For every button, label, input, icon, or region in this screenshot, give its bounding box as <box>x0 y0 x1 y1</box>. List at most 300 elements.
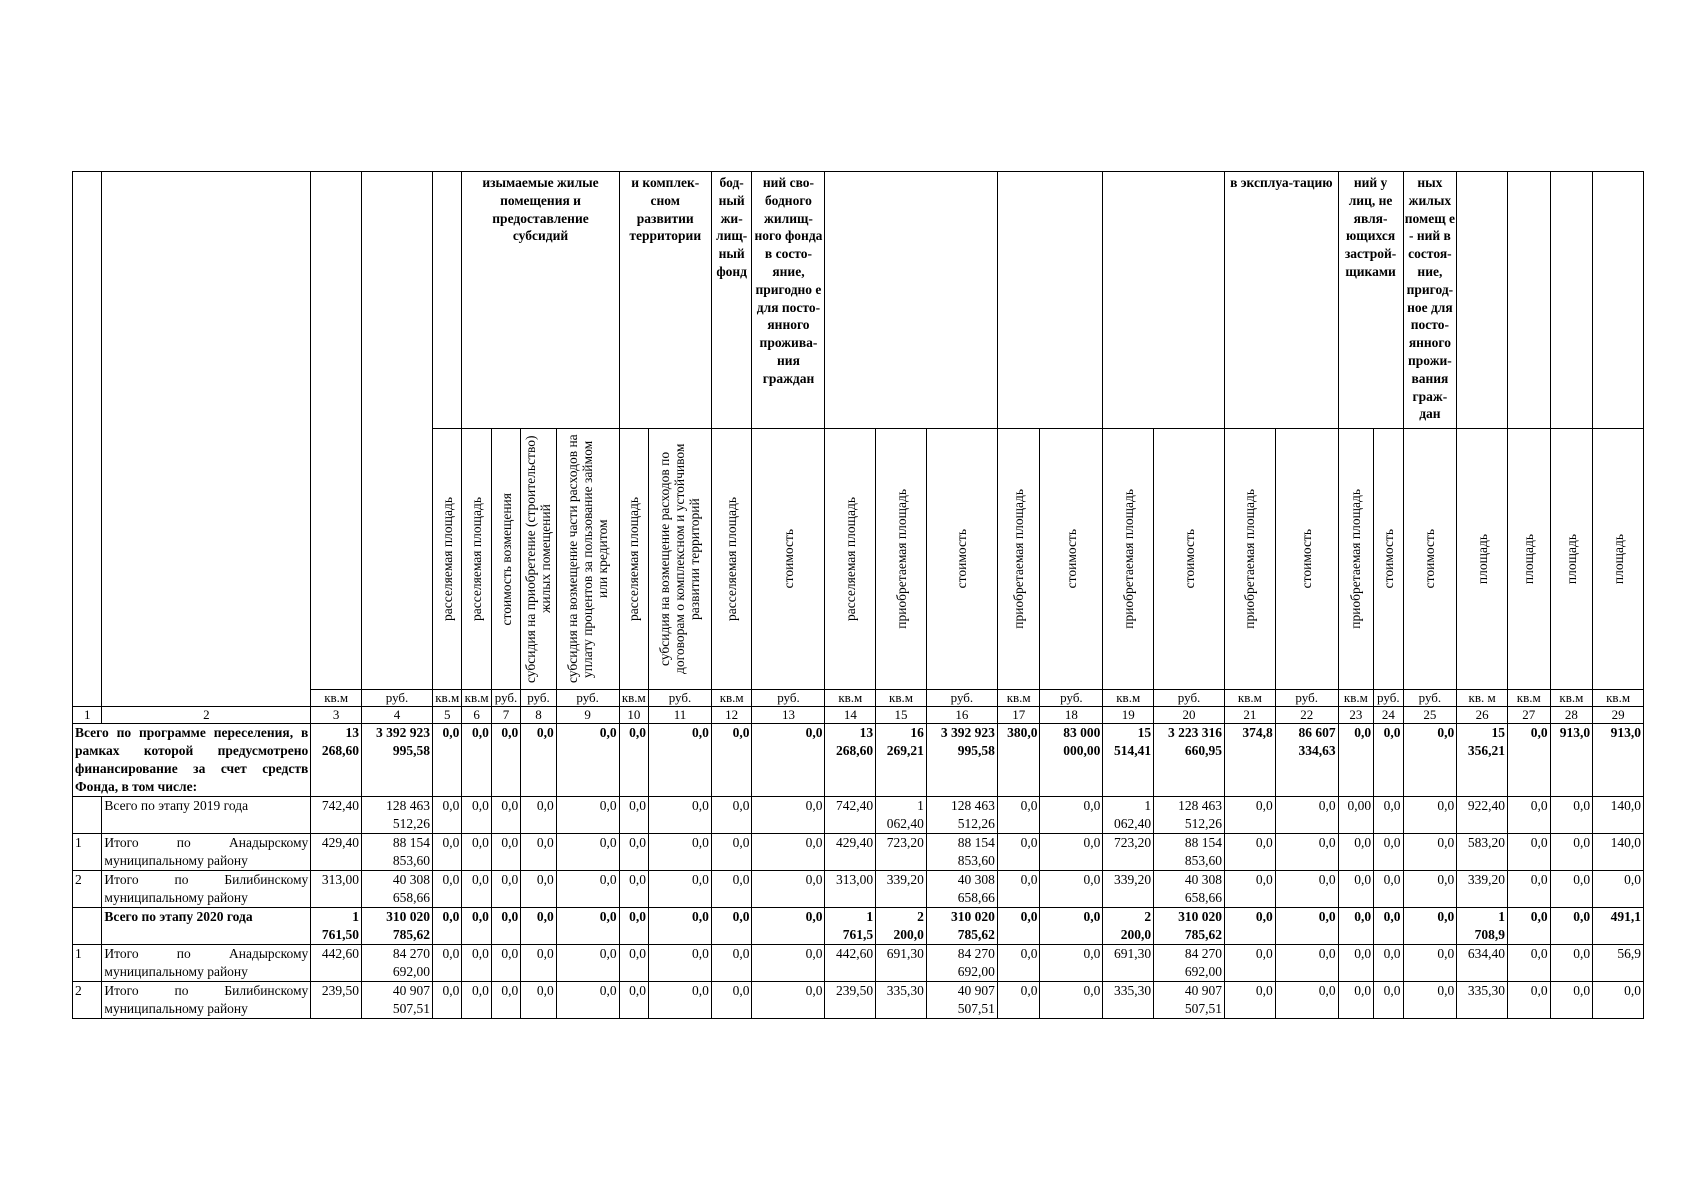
value-cell: 0,0 <box>1403 982 1457 1019</box>
header-cell-empty <box>1103 172 1225 429</box>
group-header-free-housing: бод-ный жи-лищ-ный фонд <box>711 172 752 429</box>
column-number-cell: 29 <box>1593 707 1644 724</box>
value-cell: 339,20 <box>876 871 927 908</box>
value-cell: 0,0 <box>711 945 752 982</box>
unit-cell: кв.м <box>1103 690 1154 707</box>
subheader-col-14: расселяемая площадь <box>825 429 876 690</box>
value-cell: 239,50 <box>825 982 876 1019</box>
unit-cell: руб. <box>362 690 433 707</box>
value-cell: 0,0 <box>1338 724 1373 797</box>
value-cell: 0,0 <box>433 945 462 982</box>
subheader-col-18: стоимость <box>1040 429 1103 690</box>
value-cell: 0,0 <box>1550 982 1593 1019</box>
subheader-col-6: расселяемая площадь <box>462 429 491 690</box>
value-cell: 0,0 <box>1374 945 1403 982</box>
value-cell: 0,0 <box>649 724 712 797</box>
value-cell: 0,0 <box>1374 908 1403 945</box>
value-cell: 335,30 <box>876 982 927 1019</box>
value-cell: 86 607 334,63 <box>1275 724 1338 797</box>
value-cell: 0,0 <box>1275 871 1338 908</box>
unit-cell: кв.м <box>1593 690 1644 707</box>
value-cell: 0,0 <box>491 871 520 908</box>
table-row <box>73 724 1644 797</box>
value-cell: 0,0 <box>462 797 491 834</box>
table-row <box>73 908 1644 945</box>
value-cell: 40 308 658,66 <box>926 871 997 908</box>
group-header-row <box>73 172 1644 429</box>
value-cell: 13 268,60 <box>311 724 362 797</box>
group-header-premises-condition: ных жилых помещ е - ний в состоя-ние, пригод-ное для посто-янного прожи-вания граж-дан <box>1403 172 1457 429</box>
subheader-col-17: приобретаемая площадь <box>997 429 1040 690</box>
value-cell: 0,0 <box>1550 871 1593 908</box>
group-header-territory-development: и комплек-сном развитии территории <box>619 172 711 429</box>
column-number-cell: 21 <box>1225 707 1276 724</box>
value-cell: 0,0 <box>521 871 556 908</box>
value-cell: 429,40 <box>311 834 362 871</box>
value-cell: 0,0 <box>619 982 648 1019</box>
value-cell: 1 761,5 <box>825 908 876 945</box>
value-cell: 0,0 <box>462 724 491 797</box>
column-number-cell: 15 <box>876 707 927 724</box>
value-cell: 0,0 <box>1507 797 1550 834</box>
value-cell: 0,0 <box>556 797 619 834</box>
row-name-cell: Итого по Билибинскому муниципальному району <box>102 871 311 908</box>
column-number-cell: 17 <box>997 707 1040 724</box>
subheader-col-22: стоимость <box>1275 429 1338 690</box>
unit-cell: кв.м <box>462 690 491 707</box>
column-number-cell: 1 <box>73 707 102 724</box>
value-cell: 0,0 <box>1507 908 1550 945</box>
value-cell: 0,0 <box>711 797 752 834</box>
value-cell: 0,0 <box>433 982 462 1019</box>
unit-cell: руб. <box>1403 690 1457 707</box>
value-cell: 335,30 <box>1457 982 1508 1019</box>
unit-cell: руб. <box>1374 690 1403 707</box>
value-cell: 40 907 507,51 <box>926 982 997 1019</box>
value-cell: 310 020 785,62 <box>926 908 997 945</box>
table-row <box>73 945 1644 982</box>
value-cell: 0,0 <box>1275 982 1338 1019</box>
column-number-cell: 26 <box>1457 707 1508 724</box>
subheader-col-9: субсидия на возмещение части расходов на уплату процентов за пользование займом или кредитом <box>556 429 619 690</box>
group-header-commissioning: в эксплуа-тацию <box>1225 172 1339 429</box>
value-cell: 0,0 <box>1040 945 1103 982</box>
unit-cell: кв.м <box>1225 690 1276 707</box>
value-cell: 128 463 512,26 <box>926 797 997 834</box>
value-cell: 0,0 <box>1374 724 1403 797</box>
value-cell: 0,0 <box>1403 834 1457 871</box>
value-cell: 0,0 <box>649 908 712 945</box>
subheader-col-5: расселяемая площадь <box>433 429 462 690</box>
value-cell: 0,0 <box>752 982 825 1019</box>
value-cell: 742,40 <box>825 797 876 834</box>
value-cell: 1 761,50 <box>311 908 362 945</box>
subheader-col-20: стоимость <box>1154 429 1225 690</box>
value-cell: 40 907 507,51 <box>1154 982 1225 1019</box>
value-cell: 0,0 <box>556 908 619 945</box>
column-number-cell: 9 <box>556 707 619 724</box>
column-number-cell: 13 <box>752 707 825 724</box>
value-cell: 0,0 <box>1275 908 1338 945</box>
value-cell: 0,0 <box>1507 871 1550 908</box>
value-cell: 0,0 <box>491 945 520 982</box>
value-cell: 0,0 <box>997 834 1040 871</box>
row-name-cell: Итого по Анадырскому муниципальному району <box>102 834 311 871</box>
value-cell: 313,00 <box>311 871 362 908</box>
value-cell: 313,00 <box>825 871 876 908</box>
column-number-cell: 2 <box>102 707 311 724</box>
unit-cell: кв.м <box>1507 690 1550 707</box>
subheader-col-21: приобретаемая площадь <box>1225 429 1276 690</box>
unit-cell: руб. <box>926 690 997 707</box>
unit-cell: кв.м <box>876 690 927 707</box>
value-cell: 0,0 <box>1593 982 1644 1019</box>
value-cell: 442,60 <box>825 945 876 982</box>
value-cell: 0,0 <box>1225 982 1276 1019</box>
table-row <box>73 982 1644 1019</box>
group-header-free-housing-condition: ний сво-бодного жилищ-ного фонда в состо-яние, пригодно е для посто-янного прожива-ния граждан <box>752 172 825 429</box>
value-cell: 3 223 316 660,95 <box>1154 724 1225 797</box>
column-number-cell: 22 <box>1275 707 1338 724</box>
value-cell: 0,0 <box>711 724 752 797</box>
value-cell: 0,0 <box>1403 871 1457 908</box>
value-cell: 0,0 <box>556 945 619 982</box>
value-cell: 2 200,0 <box>1103 908 1154 945</box>
value-cell: 634,40 <box>1457 945 1508 982</box>
unit-cell: руб. <box>1040 690 1103 707</box>
value-cell: 0,0 <box>1374 797 1403 834</box>
subheader-col-16: стоимость <box>926 429 997 690</box>
value-cell: 15 356,21 <box>1457 724 1508 797</box>
value-cell: 0,0 <box>997 871 1040 908</box>
row-number-cell: 1 <box>73 945 102 982</box>
value-cell: 0,0 <box>752 797 825 834</box>
table-row <box>73 871 1644 908</box>
header-cell-empty <box>997 172 1102 429</box>
subheader-col-11: субсидия на возмещение расходов по договорам о комплексном и устойчивом развитии территорий <box>649 429 712 690</box>
value-cell: 0,0 <box>1550 797 1593 834</box>
subheader-col-13: стоимость <box>752 429 825 690</box>
row-number-cell: 1 <box>73 834 102 871</box>
value-cell: 0,0 <box>1593 871 1644 908</box>
value-cell: 0,0 <box>1275 797 1338 834</box>
value-cell: 0,0 <box>1338 908 1373 945</box>
value-cell: 0,0 <box>1403 724 1457 797</box>
value-cell: 0,0 <box>1040 908 1103 945</box>
value-cell: 0,0 <box>619 724 648 797</box>
value-cell: 310 020 785,62 <box>1154 908 1225 945</box>
unit-cell: кв.м <box>711 690 752 707</box>
value-cell: 84 270 692,00 <box>1154 945 1225 982</box>
row-number-cell: 2 <box>73 871 102 908</box>
value-cell: 0,0 <box>649 871 712 908</box>
value-cell: 0,0 <box>1040 871 1103 908</box>
unit-cell: руб. <box>491 690 520 707</box>
subheader-col-23: приобретаемая площадь <box>1338 429 1373 690</box>
subheader-col-7: стоимость возмещения <box>491 429 520 690</box>
value-cell: 2 200,0 <box>876 908 927 945</box>
column-number-cell: 20 <box>1154 707 1225 724</box>
value-cell: 0,0 <box>1040 797 1103 834</box>
value-cell: 0,0 <box>619 797 648 834</box>
value-cell: 0,0 <box>752 945 825 982</box>
value-cell: 0,0 <box>491 982 520 1019</box>
value-cell: 84 270 692,00 <box>362 945 433 982</box>
value-cell: 0,0 <box>433 871 462 908</box>
value-cell: 0,0 <box>1338 871 1373 908</box>
value-cell: 40 308 658,66 <box>362 871 433 908</box>
unit-cell: руб. <box>1275 690 1338 707</box>
column-number-cell: 6 <box>462 707 491 724</box>
unit-cell: кв.м <box>433 690 462 707</box>
value-cell: 913,0 <box>1593 724 1644 797</box>
value-cell: 0,0 <box>1550 834 1593 871</box>
value-cell: 0,0 <box>1507 982 1550 1019</box>
value-cell: 1 062,40 <box>876 797 927 834</box>
value-cell: 380,0 <box>997 724 1040 797</box>
value-cell: 0,0 <box>1374 982 1403 1019</box>
value-cell: 56,9 <box>1593 945 1644 982</box>
value-cell: 40 907 507,51 <box>362 982 433 1019</box>
value-cell: 491,1 <box>1593 908 1644 945</box>
value-cell: 128 463 512,26 <box>362 797 433 834</box>
value-cell: 88 154 853,60 <box>926 834 997 871</box>
value-cell: 742,40 <box>311 797 362 834</box>
column-number-cell: 4 <box>362 707 433 724</box>
subheader-col-28: площадь <box>1550 429 1593 690</box>
value-cell: 0,0 <box>1374 871 1403 908</box>
value-cell: 88 154 853,60 <box>1154 834 1225 871</box>
value-cell: 0,0 <box>649 982 712 1019</box>
value-cell: 0,0 <box>997 982 1040 1019</box>
value-cell: 0,0 <box>491 797 520 834</box>
value-cell: 0,0 <box>1403 908 1457 945</box>
column-number-cell: 18 <box>1040 707 1103 724</box>
value-cell: 691,30 <box>876 945 927 982</box>
column-number-cell: 12 <box>711 707 752 724</box>
value-cell: 0,0 <box>1275 834 1338 871</box>
column-number-cell: 14 <box>825 707 876 724</box>
header-cell-empty <box>1550 172 1593 429</box>
value-cell: 0,0 <box>1507 834 1550 871</box>
header-cell-empty <box>825 172 997 429</box>
value-cell: 0,0 <box>1225 797 1276 834</box>
value-cell: 84 270 692,00 <box>926 945 997 982</box>
value-cell: 0,0 <box>521 908 556 945</box>
value-cell: 0,0 <box>1507 724 1550 797</box>
value-cell: 913,0 <box>1550 724 1593 797</box>
value-cell: 140,0 <box>1593 834 1644 871</box>
column-number-cell: 19 <box>1103 707 1154 724</box>
value-cell: 0,0 <box>1338 834 1373 871</box>
value-cell: 0,0 <box>521 834 556 871</box>
column-number-cell: 10 <box>619 707 648 724</box>
row-name-cell: Итого по Анадырскому муниципальному району <box>102 945 311 982</box>
header-cell-empty <box>1507 172 1550 429</box>
subheader-col-19: приобретаемая площадь <box>1103 429 1154 690</box>
header-cell-empty <box>102 172 311 707</box>
table-row <box>73 797 1644 834</box>
group-header-seized-premises: изымаемые жилые помещения и предоставление субсидий <box>462 172 619 429</box>
group-header-non-developers: ний у лиц, не явля-ющихся застрой-щиками <box>1338 172 1403 429</box>
header-cell-empty <box>311 172 362 690</box>
header-cell-empty <box>1457 172 1508 429</box>
value-cell: 3 392 923 995,58 <box>926 724 997 797</box>
value-cell: 0,0 <box>521 982 556 1019</box>
value-cell: 0,0 <box>1338 945 1373 982</box>
value-cell: 0,0 <box>521 945 556 982</box>
subheader-col-8: субсидия на приобретение (строительство) жилых помещений <box>521 429 556 690</box>
value-cell: 335,30 <box>1103 982 1154 1019</box>
unit-cell: кв. м <box>1457 690 1508 707</box>
value-cell: 0,0 <box>1040 834 1103 871</box>
value-cell: 0,0 <box>711 834 752 871</box>
value-cell: 429,40 <box>825 834 876 871</box>
value-cell: 0,0 <box>711 982 752 1019</box>
value-cell: 0,0 <box>1275 945 1338 982</box>
unit-cell: кв.м <box>311 690 362 707</box>
row-name-cell: Всего по этапу 2020 года <box>102 908 311 945</box>
value-cell: 0,0 <box>649 797 712 834</box>
value-cell: 0,0 <box>1507 945 1550 982</box>
header-cell-empty <box>433 172 462 429</box>
value-cell: 723,20 <box>1103 834 1154 871</box>
subheader-col-26: площадь <box>1457 429 1508 690</box>
value-cell: 0,0 <box>433 797 462 834</box>
column-number-cell: 23 <box>1338 707 1373 724</box>
value-cell: 339,20 <box>1457 871 1508 908</box>
value-cell: 3 392 923 995,58 <box>362 724 433 797</box>
value-cell: 0,0 <box>619 945 648 982</box>
value-cell: 0,0 <box>619 834 648 871</box>
subheader-col-27: площадь <box>1507 429 1550 690</box>
value-cell: 374,8 <box>1225 724 1276 797</box>
value-cell: 13 268,60 <box>825 724 876 797</box>
value-cell: 0,0 <box>649 834 712 871</box>
value-cell: 0,0 <box>1040 982 1103 1019</box>
value-cell: 583,20 <box>1457 834 1508 871</box>
unit-cell: руб. <box>521 690 556 707</box>
value-cell: 691,30 <box>1103 945 1154 982</box>
value-cell: 1 062,40 <box>1103 797 1154 834</box>
value-cell: 442,60 <box>311 945 362 982</box>
value-cell: 0,00 <box>1338 797 1373 834</box>
resettlement-program-table <box>72 171 1644 1019</box>
value-cell: 0,0 <box>752 871 825 908</box>
column-number-cell: 27 <box>1507 707 1550 724</box>
subheader-col-12: расселяемая площадь <box>711 429 752 690</box>
value-cell: 723,20 <box>876 834 927 871</box>
value-cell: 0,0 <box>521 797 556 834</box>
row-number-cell <box>73 908 102 945</box>
value-cell: 0,0 <box>649 945 712 982</box>
value-cell: 1 708,9 <box>1457 908 1508 945</box>
unit-cell: руб. <box>752 690 825 707</box>
value-cell: 0,0 <box>491 724 520 797</box>
column-number-cell: 16 <box>926 707 997 724</box>
value-cell: 310 020 785,62 <box>362 908 433 945</box>
row-number-cell: 2 <box>73 982 102 1019</box>
value-cell: 0,0 <box>997 797 1040 834</box>
table-row <box>73 834 1644 871</box>
value-cell: 0,0 <box>1550 908 1593 945</box>
unit-cell: руб. <box>1154 690 1225 707</box>
value-cell: 0,0 <box>619 908 648 945</box>
value-cell: 0,0 <box>433 834 462 871</box>
table-body <box>73 724 1644 1019</box>
unit-cell: кв.м <box>1338 690 1373 707</box>
value-cell: 0,0 <box>462 871 491 908</box>
value-cell: 0,0 <box>462 945 491 982</box>
column-numbers-row <box>73 707 1644 724</box>
column-number-cell: 5 <box>433 707 462 724</box>
column-number-cell: 25 <box>1403 707 1457 724</box>
row-name-cell: Всего по программе переселения, в рамках которой предусмотрено финансирование за счет средств Фонда, в том числе: <box>73 724 311 797</box>
subheader-col-24: стоимость <box>1374 429 1403 690</box>
value-cell: 140,0 <box>1593 797 1644 834</box>
header-cell-empty <box>1593 172 1644 429</box>
value-cell: 0,0 <box>462 834 491 871</box>
header-cell-empty <box>73 172 102 707</box>
value-cell: 0,0 <box>1374 834 1403 871</box>
value-cell: 16 269,21 <box>876 724 927 797</box>
value-cell: 0,0 <box>752 908 825 945</box>
value-cell: 0,0 <box>1225 834 1276 871</box>
value-cell: 0,0 <box>752 724 825 797</box>
subheader-col-15: приобретаемая площадь <box>876 429 927 690</box>
unit-cell: кв.м <box>619 690 648 707</box>
value-cell: 0,0 <box>619 871 648 908</box>
value-cell: 15 514,41 <box>1103 724 1154 797</box>
row-number-cell <box>73 797 102 834</box>
value-cell: 0,0 <box>1403 797 1457 834</box>
unit-cell: руб. <box>556 690 619 707</box>
column-number-cell: 28 <box>1550 707 1593 724</box>
value-cell: 0,0 <box>462 908 491 945</box>
value-cell: 0,0 <box>1225 871 1276 908</box>
column-number-cell: 24 <box>1374 707 1403 724</box>
unit-cell: руб. <box>649 690 712 707</box>
unit-cell: кв.м <box>997 690 1040 707</box>
unit-cell: кв.м <box>1550 690 1593 707</box>
value-cell: 0,0 <box>433 908 462 945</box>
value-cell: 88 154 853,60 <box>362 834 433 871</box>
value-cell: 0,0 <box>1225 908 1276 945</box>
value-cell: 0,0 <box>711 871 752 908</box>
value-cell: 922,40 <box>1457 797 1508 834</box>
column-number-cell: 3 <box>311 707 362 724</box>
value-cell: 0,0 <box>997 908 1040 945</box>
subheader-col-25: стоимость <box>1403 429 1457 690</box>
value-cell: 0,0 <box>491 834 520 871</box>
row-name-cell: Итого по Билибинскому муниципальному району <box>102 982 311 1019</box>
value-cell: 0,0 <box>711 908 752 945</box>
column-number-cell: 8 <box>521 707 556 724</box>
value-cell: 0,0 <box>556 834 619 871</box>
value-cell: 0,0 <box>1225 945 1276 982</box>
subheader-col-29: площадь <box>1593 429 1644 690</box>
value-cell: 83 000 000,00 <box>1040 724 1103 797</box>
value-cell: 40 308 658,66 <box>1154 871 1225 908</box>
value-cell: 0,0 <box>997 945 1040 982</box>
value-cell: 128 463 512,26 <box>1154 797 1225 834</box>
column-number-cell: 11 <box>649 707 712 724</box>
subheader-col-10: расселяемая площадь <box>619 429 648 690</box>
header-cell-empty <box>362 172 433 690</box>
value-cell: 0,0 <box>752 834 825 871</box>
value-cell: 0,0 <box>556 871 619 908</box>
value-cell: 0,0 <box>433 724 462 797</box>
